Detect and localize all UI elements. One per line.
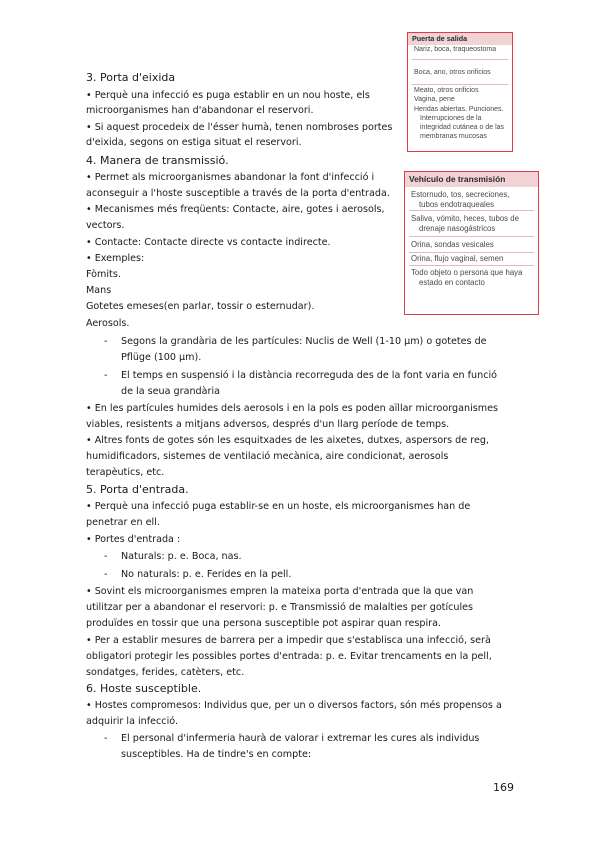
- list-dash: -: [104, 733, 108, 744]
- paragraph-line: • Perquè una infecció es puga establir en un nou hoste, els: [86, 90, 370, 101]
- section-heading: 5. Porta d'entrada.: [86, 483, 189, 496]
- paragraph-line: • Si aquest procedeix de l'ésser humà, tenen nombroses portes: [86, 122, 393, 133]
- paragraph-line: • Portes d'entrada :: [86, 534, 181, 545]
- paragraph-line: • Sovint els microorganismes empren la mateixa porta d'entrada que la que van: [86, 586, 474, 597]
- exit-port-item: membranas mucosas: [420, 133, 487, 140]
- transmission-item: drenaje nasogástricos: [419, 224, 496, 233]
- paragraph-line: • Contacte: Contacte directe vs contacte indirecte.: [86, 237, 331, 248]
- paragraph-line: • Per a establir mesures de barrera per a impedir que s'establisca una infecció, serà: [86, 635, 491, 646]
- paragraph-line: Gotetes emeses(en parlar, tossir o esternudar).: [86, 301, 315, 312]
- list-item: Segons la grandària de les partícules: Nuclis de Well (1-10 µm) o gotetes de: [121, 336, 487, 347]
- paragraph-line: penetrar en ell.: [86, 517, 160, 528]
- paragraph-line: utilitzar per a abandonar el reservori: p. e Transmissió de malalties per gotícules: [86, 602, 474, 613]
- section-heading: 3. Porta d'eixida: [86, 71, 176, 84]
- divider: [412, 59, 508, 60]
- paragraph-line: adquirir la infecció.: [86, 716, 178, 727]
- paragraph-line: • Altres fonts de gotes són les esquitxades de les aixetes, dutxes, aspersors de reg,: [86, 435, 489, 446]
- paragraph-line: viables, resistents a mitjans adversos, després d'un llarg període de temps.: [86, 419, 450, 430]
- exit-port-item: Interrupciones de la: [420, 115, 482, 122]
- list-dash: -: [104, 336, 108, 347]
- exit-port-item: integridad cutánea o de las: [420, 124, 505, 131]
- page-number: 169: [493, 781, 514, 794]
- paragraph-line: • Permet als microorganismes abandonar la font d'infecció i: [86, 172, 375, 183]
- paragraph-line: terapèutics, etc.: [86, 467, 165, 478]
- paragraph-line: produïdes en tossir que una persona susceptible pot aspirar quan respira.: [86, 618, 442, 629]
- paragraph-line: Aerosols.: [86, 318, 130, 329]
- list-dash: -: [104, 569, 108, 580]
- exit-port-item: Nariz, boca, traqueostoma: [414, 46, 497, 53]
- list-item: El temps en suspensió i la distància recorreguda des de la font varia en funció: [121, 370, 498, 381]
- exit-port-item: Heridas abiertas. Punciones.: [414, 106, 504, 113]
- exit-port-item: Boca, ano, otros orificios: [414, 69, 491, 76]
- divider: [409, 252, 534, 253]
- transmission-item: tubos endotraqueales: [419, 200, 494, 209]
- exit-port-title: Puerta de salida: [408, 33, 512, 45]
- list-item: No naturals: p. e. Ferides en la pell.: [121, 569, 292, 580]
- list-item: Naturals: p. e. Boca, nas.: [121, 551, 242, 562]
- transmission-item: Todo objeto o persona que haya: [411, 268, 523, 277]
- list-dash: -: [104, 370, 108, 381]
- paragraph-line: • Hostes compromesos: Individus que, per un o diversos factors, són més propensos a: [86, 700, 502, 711]
- list-item: de la seua grandària: [121, 386, 220, 397]
- list-item: Pflüge (100 µm).: [121, 352, 202, 363]
- paragraph-line: obligatori protegir les possibles portes d'entrada: p. e. Evitar trencaments en la pell,: [86, 651, 492, 662]
- paragraph-line: • Exemples:: [86, 253, 145, 264]
- transmission-item: Orina, flujo vaginal, semen: [411, 254, 504, 263]
- section-heading: 4. Manera de transmissió.: [86, 154, 229, 167]
- divider: [409, 265, 534, 266]
- transmission-vehicle-title: Vehículo de transmisión: [405, 172, 538, 187]
- exit-port-item: Meato, otros orificios: [414, 87, 479, 94]
- divider: [409, 210, 534, 211]
- section-heading: 6. Hoste susceptible.: [86, 682, 202, 695]
- paragraph-line: microorganismes han d'abandonar el reservori.: [86, 105, 314, 116]
- paragraph-line: • Perquè una infecció puga establir-se en un hoste, els microorganismes han de: [86, 501, 471, 512]
- list-dash: -: [104, 551, 108, 562]
- transmission-vehicle-table: [404, 171, 539, 315]
- paragraph-line: vectors.: [86, 220, 125, 231]
- paragraph-line: d'eixida, segons on estiga situat el reservori.: [86, 137, 302, 148]
- divider: [412, 84, 508, 85]
- exit-port-item: Vagina, pene: [414, 96, 455, 103]
- transmission-item: Orina, sondas vesicales: [411, 240, 494, 249]
- paragraph-line: humidificadors, sistemes de ventilació mecànica, aire condicionat, aerosols: [86, 451, 449, 462]
- paragraph-line: Mans: [86, 285, 112, 296]
- transmission-item: Estornudo, tos, secreciones,: [411, 190, 510, 199]
- exit-port-table: [407, 32, 513, 152]
- paragraph-line: aconseguir a l'hoste susceptible a través de la porta d'entrada.: [86, 188, 390, 199]
- paragraph-line: • Mecanismes més freqüents: Contacte, aire, gotes i aerosols,: [86, 204, 385, 215]
- list-item: El personal d'infermeria haurà de valorar i extremar les cures als individus: [121, 733, 480, 744]
- paragraph-line: sondatges, ferides, catèters, etc.: [86, 667, 245, 678]
- transmission-item: estado en contacto: [419, 278, 485, 287]
- transmission-item: Saliva, vómito, heces, tubos de: [411, 214, 519, 223]
- paragraph-line: Fòmits.: [86, 269, 121, 280]
- divider: [409, 236, 534, 237]
- paragraph-line: • En les partícules humides dels aerosols i en la pols es poden aïllar microorganismes: [86, 403, 498, 414]
- list-item: susceptibles. Ha de tindre's en compte:: [121, 749, 312, 760]
